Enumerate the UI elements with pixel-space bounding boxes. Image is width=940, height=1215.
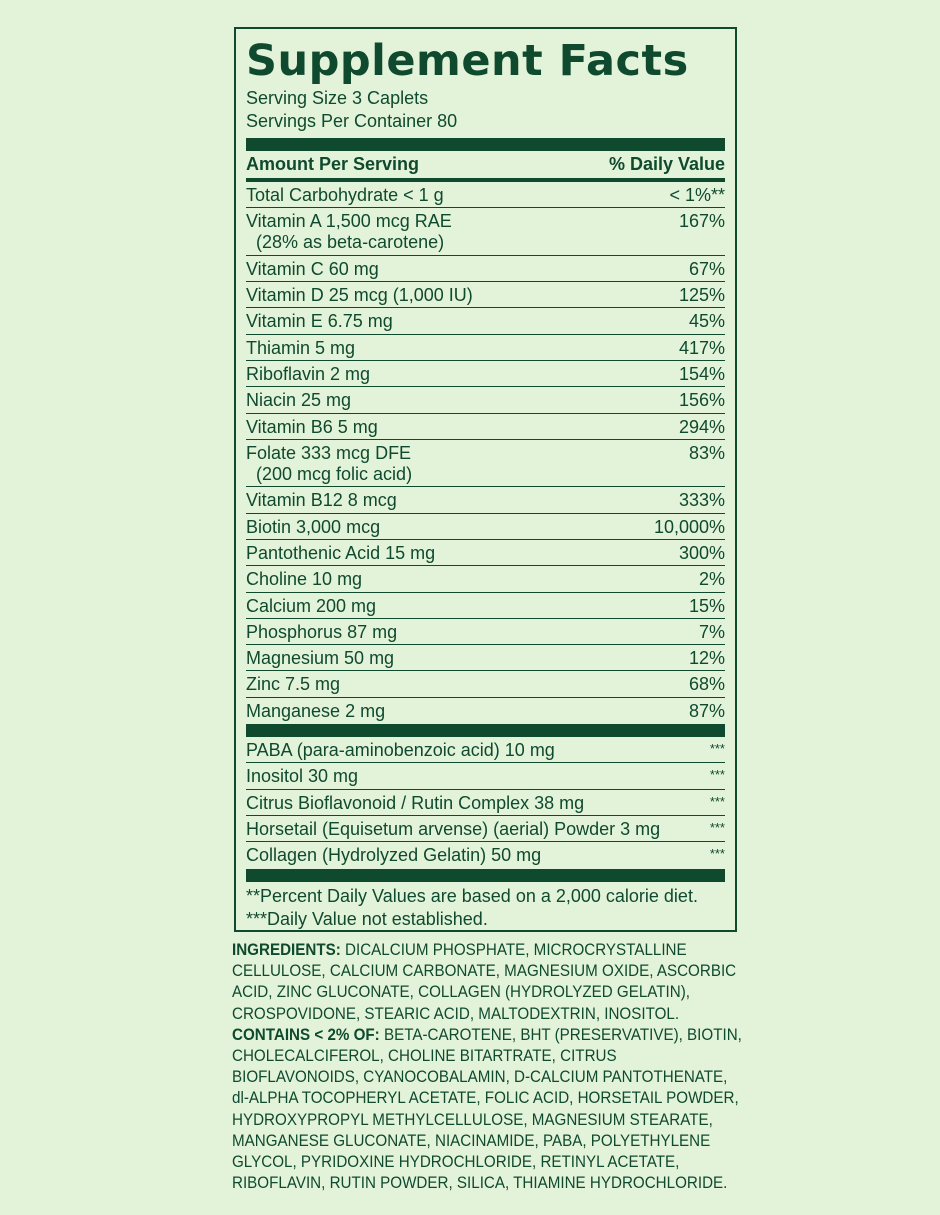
nutrient-label: Thiamin 5 mg <box>246 337 356 358</box>
nutrient-label: Zinc 7.5 mg <box>246 674 341 695</box>
nutrient-daily-value: 45% <box>688 311 725 332</box>
other-ingredient-name: Citrus Bioflavonoid / Rutin Complex 38 mg <box>246 792 585 813</box>
nutrient-daily-value: 67% <box>688 258 725 279</box>
nutrient-label: Riboflavin 2 mg <box>246 363 371 384</box>
nutrient-label: Vitamin C 60 mg <box>246 258 379 279</box>
nutrient-label: Vitamin B12 8 mcg <box>246 490 397 511</box>
nutrient-name <box>246 648 394 669</box>
serving-size: Serving Size 3 Caplets <box>246 88 429 108</box>
nutrient-row <box>246 566 725 592</box>
nutrient-label: Magnesium 50 mg <box>246 648 395 669</box>
nutrient-daily-value: 2% <box>698 569 725 590</box>
other-ingredient-name: Inositol 30 mg <box>246 766 359 787</box>
nutrient-daily-value: 125% <box>678 285 725 306</box>
nutrient-row <box>246 645 725 671</box>
nutrient-sublabel: (28% as beta-carotene) <box>256 232 445 253</box>
other-ingredient-row <box>246 737 725 763</box>
nutrient-label: Vitamin E 6.75 mg <box>246 311 393 332</box>
nutrient-row <box>246 698 725 724</box>
nutrient-name <box>246 701 385 722</box>
nutrient-row <box>246 414 725 440</box>
supplement-facts-panel <box>234 27 737 932</box>
amount-per-serving-header: Amount Per Serving <box>246 154 420 174</box>
daily-value-header: % Daily Value <box>608 154 725 174</box>
nutrient-daily-value: 333% <box>678 490 725 511</box>
other-ingredient-name: Collagen (Hydrolyzed Gelatin) 50 mg <box>246 845 542 866</box>
nutrient-daily-value: 156% <box>678 390 725 411</box>
nutrient-daily-value: 87% <box>688 700 725 721</box>
nutrient-name <box>246 596 376 617</box>
nutrient-list <box>246 182 725 724</box>
nutrient-name <box>246 259 379 280</box>
nutrient-row <box>246 308 725 334</box>
divider-thick <box>246 138 725 151</box>
other-ingredient-name: Horsetail (Equisetum arvense) (aerial) Powder 3 mg <box>246 818 661 839</box>
nutrient-name <box>246 364 370 385</box>
nutrient-row <box>246 514 725 540</box>
footnote-not-established: ***Daily Value not established. <box>246 908 488 929</box>
footnote-daily-values: **Percent Daily Values are based on a 2,000 calorie diet. <box>246 885 698 906</box>
other-ingredient-daily-value: *** <box>709 793 725 809</box>
ingredients-block <box>232 940 747 1194</box>
nutrient-row <box>246 335 725 361</box>
nutrient-label: Folate 333 mcg DFE <box>246 442 412 463</box>
nutrient-daily-value: 68% <box>688 674 725 695</box>
panel-title: Supplement Facts <box>246 36 689 86</box>
contains-text: BETA-CAROTENE, BHT (PRESERVATIVE), BIOTIN, CHOLECALCIFEROL, CHOLINE BITARTRATE, CITRUS BIOFLAVONOIDS, CYANOCOBALAMIN, D-CALCIUM PANTOTHENATE, dl-ALPHA TOCOPHERYL ACETATE, FOLIC ACID, HORSETAIL POWDER, HYDROXYPROPYL METHYLCELLULOSE, MAGNESIUM STEARATE, MANGANESE GLUCONATE, NIACINAMIDE, PABA, POLYETHYLENE GLYCOL, PYRIDOXINE HYDROCHLORIDE, RETINYL ACETATE, RIBOFLAVIN, RUTIN POWDER, SILICA, THIAMINE HYDROCHLORIDE. <box>232 1025 742 1193</box>
nutrient-label: Calcium 200 mg <box>246 595 377 616</box>
nutrient-row <box>246 671 725 697</box>
ingredients-label: INGREDIENTS: <box>232 941 341 959</box>
other-ingredient-daily-value: *** <box>709 741 725 757</box>
nutrient-label: Choline 10 mg <box>246 569 363 590</box>
divider-thick <box>246 724 725 737</box>
other-ingredient-list <box>246 737 725 868</box>
other-ingredient-name: PABA (para-aminobenzoic acid) 10 mg <box>246 740 555 761</box>
nutrient-name <box>246 285 473 306</box>
nutrient-daily-value: 10,000% <box>653 516 725 537</box>
nutrient-name <box>246 417 378 438</box>
nutrient-name <box>246 443 412 485</box>
nutrient-label: Vitamin D 25 mcg (1,000 IU) <box>246 285 473 306</box>
ingredients-text: DICALCIUM PHOSPHATE, MICROCRYSTALLINE CELLULOSE, CALCIUM CARBONATE, MAGNESIUM OXIDE, ASCORBIC ACID, ZINC GLUCONATE, COLLAGEN (HYDROLYZED GELATIN), CROSPOVIDONE, STEARIC ACID, MALTODEXTRIN, INOSITOL. <box>232 941 737 1023</box>
other-ingredient-row <box>246 816 725 842</box>
column-header <box>246 151 725 178</box>
nutrient-row <box>246 440 725 488</box>
nutrient-label: Total Carbohydrate < 1 g <box>246 185 444 205</box>
nutrient-row <box>246 282 725 308</box>
nutrient-name <box>246 569 362 590</box>
nutrient-daily-value: 154% <box>678 363 725 384</box>
other-ingredient-daily-value: *** <box>709 767 725 783</box>
nutrient-name <box>246 517 380 538</box>
nutrient-label: Vitamin A 1,500 mcg RAE <box>246 211 452 232</box>
nutrient-name <box>246 543 435 564</box>
nutrient-row <box>246 619 725 645</box>
nutrient-daily-value: 7% <box>698 621 725 642</box>
nutrient-name <box>246 211 452 253</box>
nutrient-label: Biotin 3,000 mcg <box>246 516 381 537</box>
other-ingredient-daily-value: *** <box>709 819 725 835</box>
other-ingredient-row <box>246 790 725 816</box>
nutrient-row <box>246 387 725 413</box>
nutrient-name <box>246 338 355 359</box>
nutrient-name <box>246 490 397 511</box>
nutrient-name <box>246 622 397 643</box>
nutrient-row <box>246 182 725 208</box>
nutrient-row <box>246 593 725 619</box>
nutrient-sublabel: (200 mcg folic acid) <box>256 463 413 484</box>
servings-per-container: Servings Per Container 80 <box>246 111 458 131</box>
nutrient-label: Niacin 25 mg <box>246 390 352 411</box>
nutrient-label: Phosphorus 87 mg <box>246 621 398 642</box>
nutrient-daily-value: 294% <box>678 416 725 437</box>
nutrient-daily-value: 300% <box>678 542 725 563</box>
nutrient-name <box>246 674 340 695</box>
nutrient-label: Vitamin B6 5 mg <box>246 416 378 437</box>
nutrient-daily-value: 167% <box>678 211 725 232</box>
nutrient-daily-value: < 1%** <box>669 185 725 205</box>
nutrient-label: Pantothenic Acid 15 mg <box>246 542 436 563</box>
contains-label: CONTAINS < 2% OF: <box>232 1025 380 1044</box>
other-ingredient-row <box>246 842 725 868</box>
nutrient-label: Manganese 2 mg <box>246 700 386 721</box>
nutrient-row <box>246 208 725 256</box>
nutrient-row <box>246 540 725 566</box>
nutrient-daily-value: 417% <box>678 337 725 358</box>
other-ingredient-daily-value: *** <box>709 846 725 862</box>
divider-thick <box>246 869 725 882</box>
nutrient-name <box>246 390 351 411</box>
nutrient-row <box>246 256 725 282</box>
nutrient-daily-value: 83% <box>688 442 725 463</box>
nutrient-daily-value: 15% <box>688 595 725 616</box>
nutrient-name <box>246 311 393 332</box>
nutrient-row <box>246 361 725 387</box>
nutrient-name <box>246 185 444 206</box>
nutrient-daily-value: 12% <box>688 648 725 669</box>
other-ingredient-row <box>246 763 725 789</box>
nutrient-row <box>246 487 725 513</box>
